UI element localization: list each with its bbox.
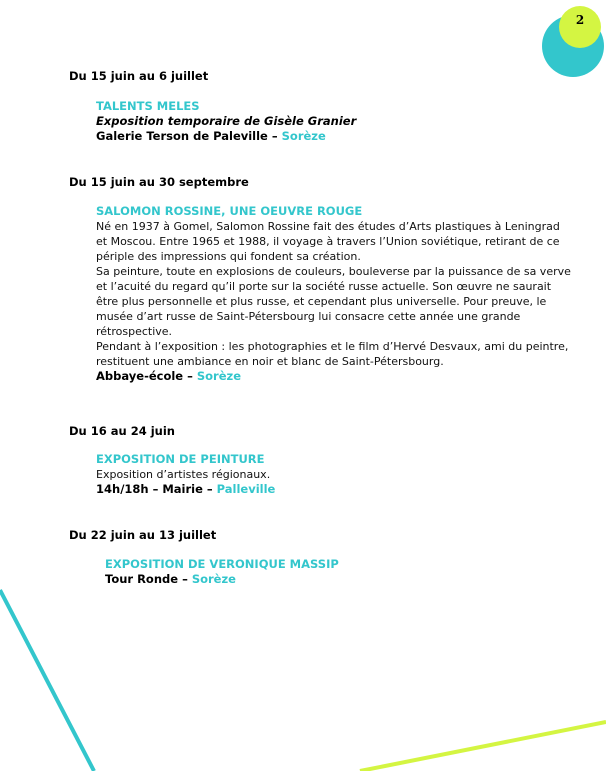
event-block-1: [96, 99, 571, 144]
description-line: et Moscou. Entre 1965 et 1988, il voyage à travers l’Union soviétique, retirant de ce: [96, 235, 560, 248]
event-date-4: Du 22 juin au 13 juillet: [69, 528, 217, 542]
venue-name: Tour Ronde: [105, 572, 179, 586]
event-title-2: SALOMON ROSSINE, UNE OEUVRE ROUGE: [96, 204, 363, 218]
venue-separator: –: [202, 482, 217, 496]
event-block-2: [96, 204, 571, 384]
event-venue-2: [96, 369, 571, 384]
venue-separator: –: [178, 572, 192, 586]
venue-city: Sorèze: [281, 129, 326, 143]
venue-city: Sorèze: [191, 572, 236, 586]
event-block-4: [105, 557, 580, 587]
event-venue-1: [96, 129, 571, 144]
event-venue-3: [96, 482, 571, 497]
page-number: 2: [575, 13, 585, 27]
description-line: et l’acuité du regard qu’il porte sur la société russe actuelle. Son œuvre ne saurait: [96, 280, 552, 293]
teal-diagonal-line: [0, 590, 94, 771]
event-title-1: TALENTS MELES: [96, 99, 200, 113]
description-line: rétrospective.: [96, 325, 173, 338]
description-line: périple des impressions qui fondent sa création.: [96, 250, 361, 263]
venue-name: 14h/18h – Mairie: [96, 482, 203, 496]
description-line: musée d’art russe de Saint-Pétersbourg lui consacre cette année une grande: [96, 310, 521, 323]
description-line: Né en 1937 à Gomel, Salomon Rossine fait des études d’Arts plastiques à Leningrad: [96, 220, 560, 233]
event-date-3: Du 16 au 24 juin: [69, 424, 175, 438]
description-line: être plus personnelle et plus russe, et cependant plus universelle. Pour preuve, le: [96, 295, 547, 308]
event-date-1: Du 15 juin au 6 juillet: [69, 69, 209, 83]
venue-city: Sorèze: [196, 369, 242, 383]
event-date-2: Du 15 juin au 30 septembre: [69, 175, 249, 189]
event-title-3: EXPOSITION DE PEINTURE: [96, 452, 265, 466]
description-line: Exposition d’artistes régionaux.: [96, 468, 271, 481]
event-title-4: EXPOSITION DE VERONIQUE MASSIP: [105, 557, 339, 571]
venue-name: Abbaye-école: [96, 369, 184, 383]
event-subtitle-1: Exposition temporaire de Gisèle Granier: [96, 114, 357, 128]
event-venue-4: [105, 572, 580, 587]
venue-separator: –: [267, 129, 282, 143]
venue-separator: –: [183, 369, 197, 383]
description-line: Pendant à l’exposition : les photographies et le film d’Hervé Desvaux, ami du peintre,: [96, 340, 569, 353]
description-line: restituent une ambiance en noir et blanc de Saint-Pétersbourg.: [96, 355, 444, 368]
event-block-3: [96, 452, 571, 497]
venue-city: Palleville: [216, 482, 276, 496]
venue-name: Galerie Terson de Paleville: [96, 129, 268, 143]
lime-diagonal-line: [360, 722, 606, 771]
description-line: Sa peinture, toute en explosions de couleurs, bouleverse par la puissance de sa verve: [96, 265, 571, 278]
